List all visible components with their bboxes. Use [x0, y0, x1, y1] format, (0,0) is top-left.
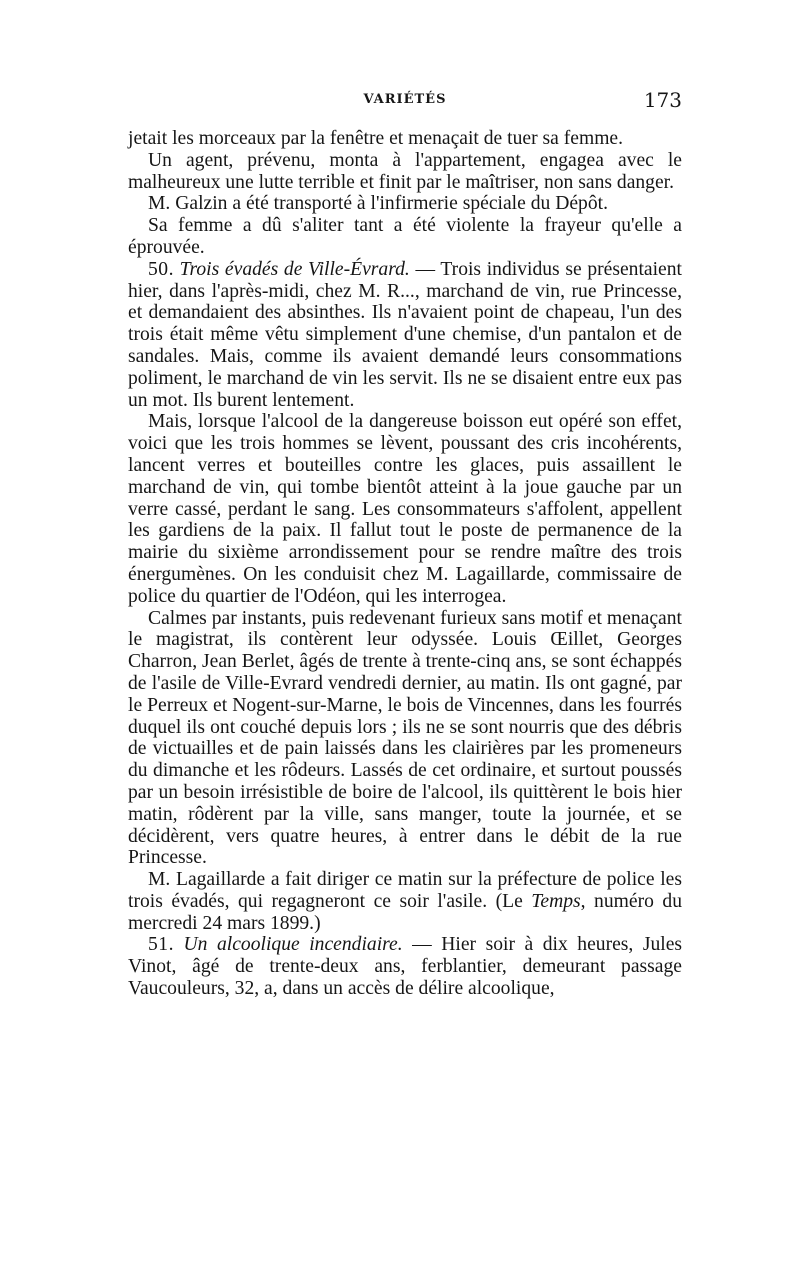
paragraph-3: M. Galzin a été transporté à l'infirmerie spéciale du Dépôt.: [148, 193, 608, 215]
paragraph-4: Sa femme a dû s'aliter tant a été violente la frayeur qu'elle a éprouvée.: [128, 215, 682, 258]
item-title-51: Un alcoolique incendiaire.: [183, 934, 403, 956]
paragraph-8: [128, 869, 682, 934]
item-text-50: — Trois individus se présentaient hier, dans l'après-midi, chez M. R..., marchand de vin, rue Princesse, et demandaient des absinthes. Ils n'avaient point de chapeau, l'un des trois était même vêtu simplement d'une chemise, d'un pantalon et de sandales. Mais, comme ils avaient demandé leurs consommations poliment, le marchand de vin les servit. Ils ne se disaient entre eux pas un mot. Ils burent lentement.: [128, 258, 682, 411]
source-date: , numéro du mercredi 24 mars 1899.): [128, 890, 682, 934]
paragraph-9: [128, 934, 682, 999]
running-title: VARIÉTÉS: [363, 92, 447, 107]
page-number: 173: [643, 88, 682, 112]
paragraph-7: Calmes par instants, puis redevenant furieux sans motif et menaçant le magistrat, ils contèrent leur odyssée. Louis Œillet, Georges Charron, Jean Berlet, âgés de trente à trente-cinq ans, se sont échappés de l'asile de Ville-Evrard vendredi dernier, au matin. Ils ont gagné, par le Perreux et Nogent-sur-Marne, le bois de Vincennes, dans les fourrés duquel ils ont couché depuis lors ; ils ne se sont nourris que des débris de victuailles et de pain laissés dans les clairières par les promeneurs du dimanche et les rôdeurs. Lassés de cet ordinaire, et surtout poussés par un besoin irrésistible de boire de l'alcool, ils quittèrent le bois hier matin, rôdèrent par la ville, sans manger, toute la journée, et se décidèrent, vers quatre heures, à entrer dans le débit de la rue Princesse.: [128, 607, 682, 869]
paragraph-1: jetait les morceaux par la fenêtre et menaçait de tuer sa femme.: [128, 128, 624, 149]
paragraph-5: [128, 259, 682, 412]
item-title-50: Trois évadés de Ville-Évrard.: [179, 258, 410, 280]
item-number-51: 51.: [148, 934, 174, 956]
paragraph-8-text: M. Lagaillarde a fait diriger ce matin sur la préfecture de police les trois évadés, qui regagneront ce soir l'asile. (Le: [128, 869, 682, 912]
source-title: Temps: [531, 890, 581, 912]
page-header: [128, 88, 682, 118]
item-text-51: — Hier soir à dix heures, Jules Vinot, âgé de trente-deux ans, ferblantier, demeurant passage Vaucouleurs, 32, a, dans un accès de délire alcoolique,: [128, 934, 683, 1000]
paragraph-2: Un agent, prévenu, monta à l'appartement, engagea avec le malheureux une lutte terrible et finit par le maîtriser, non sans danger.: [128, 149, 682, 193]
item-number-50: 50.: [148, 258, 174, 280]
body-text: [128, 128, 682, 1000]
paragraph-6: Mais, lorsque l'alcool de la dangereuse boisson eut opéré son effet, voici que les trois hommes se lèvent, poussant des cris incohérents, lancent verres et bouteilles contre les glaces, puis assaillent le marchand de vin, qui tombe bientôt atteint à la joue gauche par un verre cassé, perdant le sang. Les consommateurs s'affolent, appellent les gardiens de la paix. Il fallut tout le poste de permanence de la mairie du sixième arrondissement pour se rendre maître des trois énergumènes. On les conduisit chez M. Lagaillarde, commissaire de police du quartier de l'Odéon, qui les interrogea.: [128, 411, 682, 607]
